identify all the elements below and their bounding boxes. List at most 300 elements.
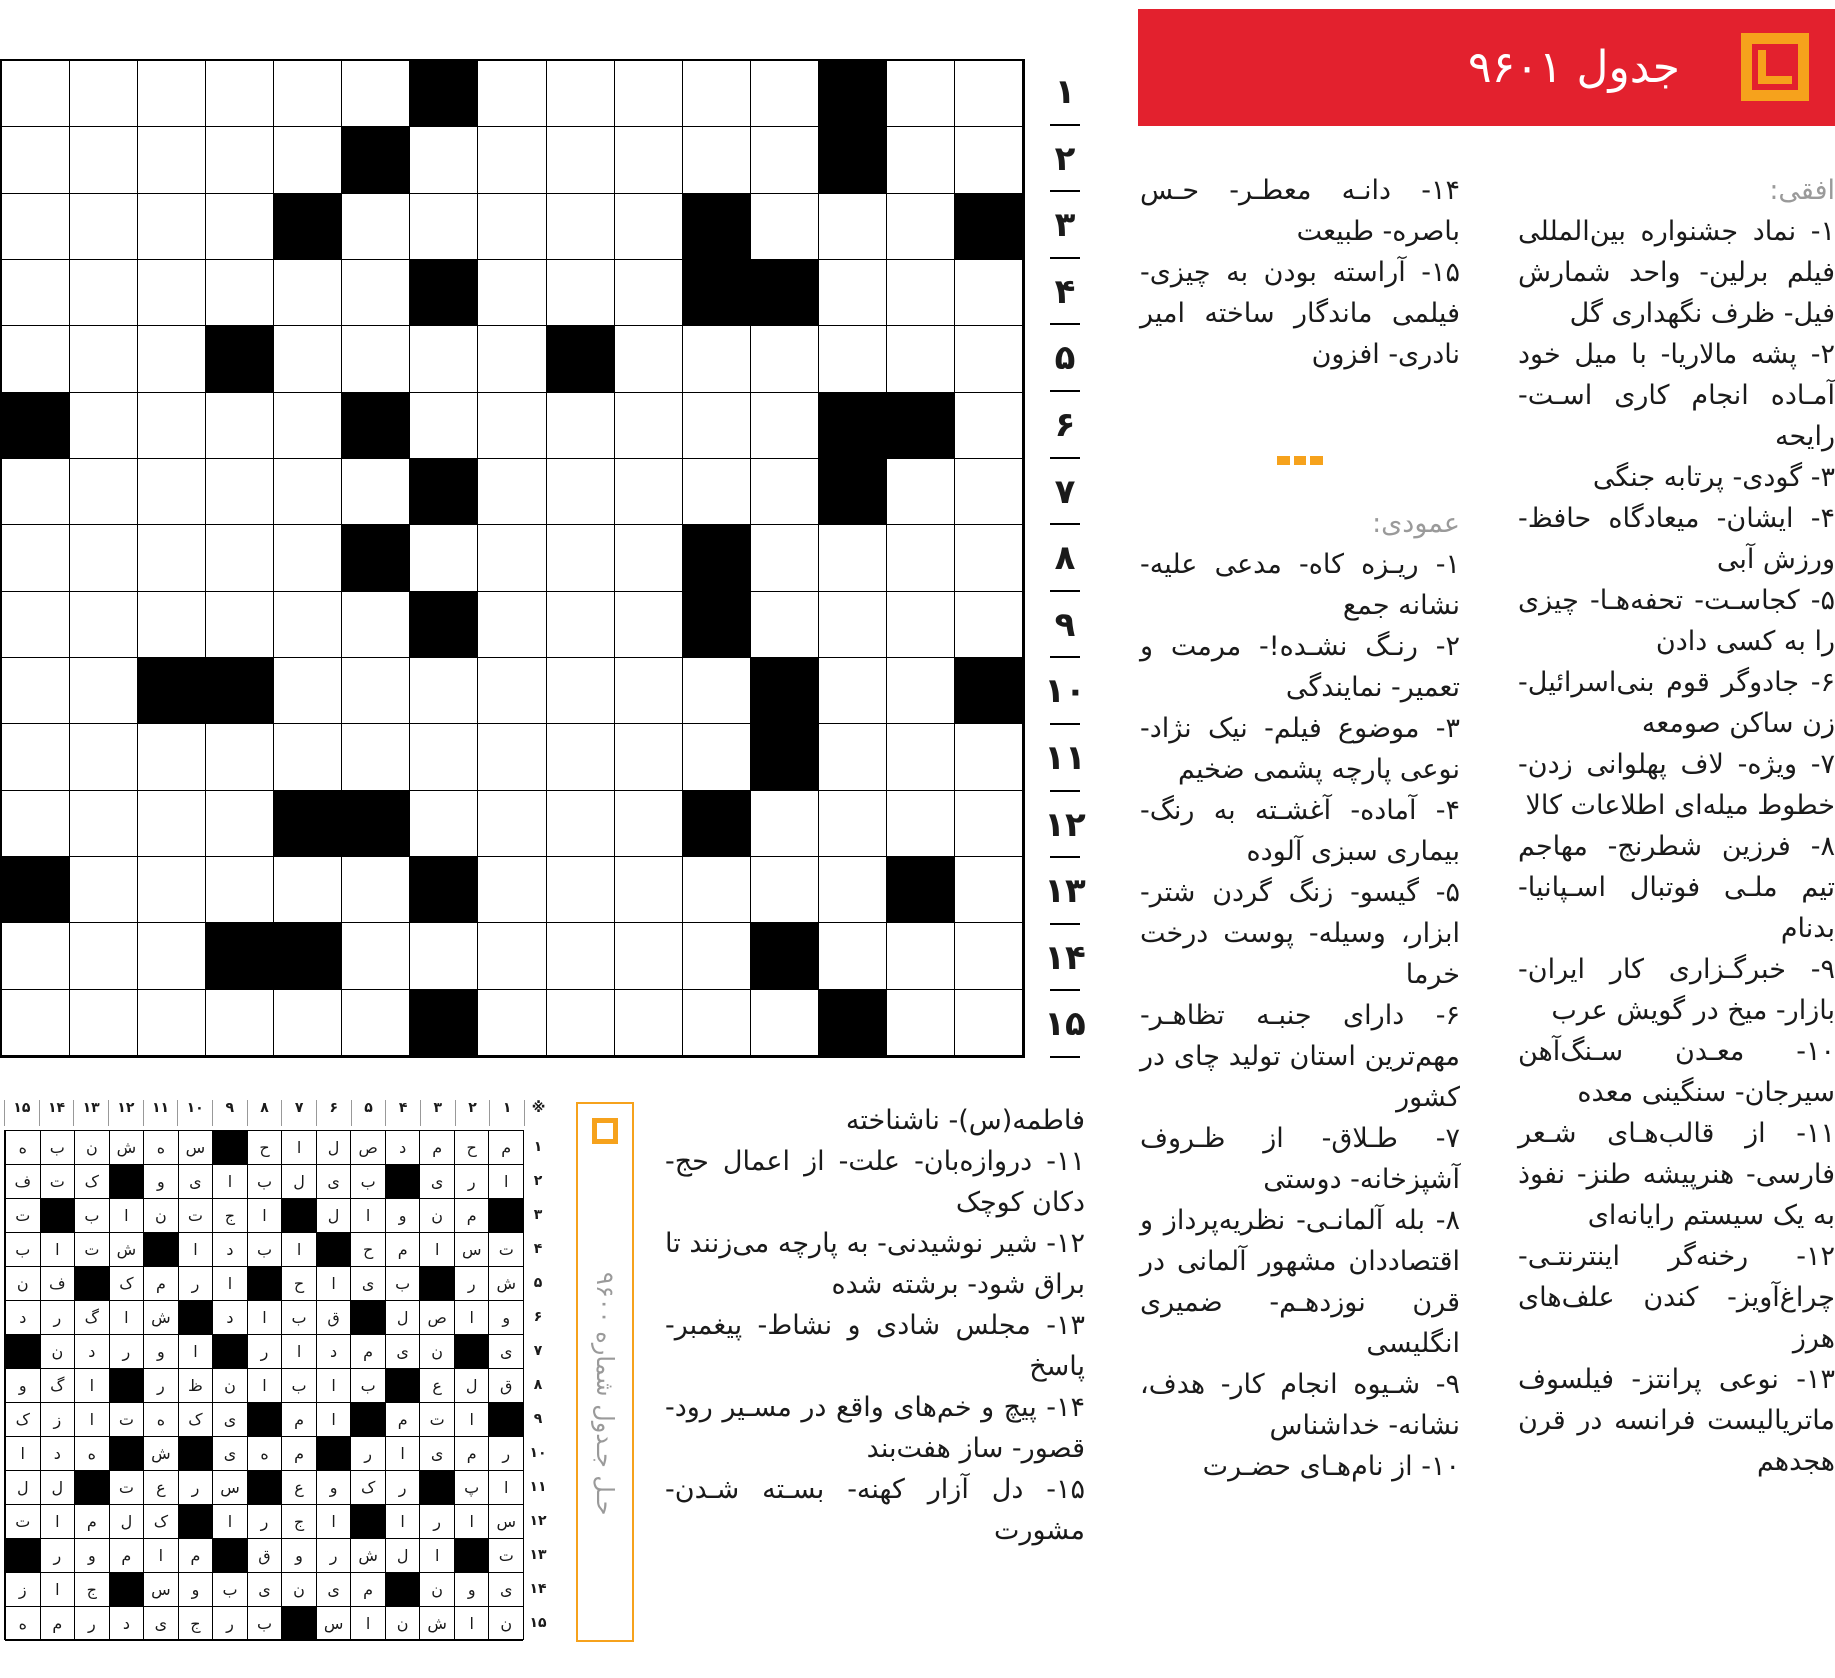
- grid-cell[interactable]: [274, 724, 342, 790]
- grid-cell[interactable]: [615, 459, 683, 525]
- grid-cell[interactable]: [683, 658, 751, 724]
- clue-text: ۷- طـلاق- از ظـروف آشپزخانه- دوستی: [1140, 1123, 1460, 1195]
- grid-cell[interactable]: [547, 791, 615, 857]
- grid-cell[interactable]: [342, 923, 410, 989]
- grid-cell[interactable]: [410, 393, 478, 459]
- solution-letter: ا: [247, 1199, 282, 1233]
- grid-cell[interactable]: [887, 923, 955, 989]
- grid-cell[interactable]: [2, 525, 70, 591]
- solution-letter: ی: [419, 1437, 454, 1471]
- grid-cell[interactable]: [206, 791, 274, 857]
- grid-cell[interactable]: [138, 326, 206, 392]
- grid-cell[interactable]: [206, 459, 274, 525]
- grid-cell[interactable]: [478, 393, 546, 459]
- grid-cell[interactable]: [70, 127, 138, 193]
- grid-cell[interactable]: [478, 459, 546, 525]
- grid-cell[interactable]: [478, 923, 546, 989]
- grid-cell[interactable]: [138, 990, 206, 1056]
- grid-cell[interactable]: [819, 525, 887, 591]
- grid-cell[interactable]: [410, 724, 478, 790]
- grid-cell[interactable]: [478, 194, 546, 260]
- solution-letter: ر: [247, 1505, 282, 1539]
- grid-cell[interactable]: [274, 857, 342, 923]
- grid-cell[interactable]: [478, 61, 546, 127]
- grid-cell[interactable]: [478, 525, 546, 591]
- grid-cell[interactable]: [615, 724, 683, 790]
- grid-cell[interactable]: [751, 592, 819, 658]
- grid-cell[interactable]: [206, 127, 274, 193]
- solution-letter: ن: [212, 1369, 247, 1403]
- solution-row-labels: [524, 1130, 552, 1640]
- grid-cell[interactable]: [138, 127, 206, 193]
- grid-row-numbers: [1040, 59, 1090, 1058]
- solution-col-label: ۱۲: [108, 1100, 143, 1126]
- solution-row-label: ۴: [533, 1241, 543, 1257]
- solution-letter: م: [488, 1131, 523, 1165]
- grid-cell[interactable]: [955, 857, 1023, 923]
- grid-cell[interactable]: [138, 61, 206, 127]
- solution-grid: [4, 1130, 524, 1640]
- grid-cell[interactable]: [2, 923, 70, 989]
- grid-cell[interactable]: [138, 592, 206, 658]
- solution-letter: ا: [40, 1505, 75, 1539]
- clue-text: ۱۴- دانـه معطـر- حـس باصره- طبیعت: [1140, 175, 1460, 247]
- grid-cell[interactable]: [955, 326, 1023, 392]
- clue-text: ۵- گیسو- زنگ گردن شتر- ابزار، وسیله- پوست درخت خرما: [1140, 877, 1460, 990]
- solution-letter: ظ: [178, 1369, 213, 1403]
- grid-cell[interactable]: [819, 194, 887, 260]
- solution-letter: ق: [316, 1301, 351, 1335]
- solution-letter: ا: [316, 1369, 351, 1403]
- grid-cell[interactable]: [70, 194, 138, 260]
- clue-text: ۱۲- شیر نوشیدنی- به پارچه می‌زنند تا براق شود- برشته شده: [665, 1228, 1085, 1300]
- grid-cell[interactable]: [887, 194, 955, 260]
- grid-cell[interactable]: [342, 260, 410, 326]
- grid-cell[interactable]: [955, 592, 1023, 658]
- solution-letter: ز: [40, 1403, 75, 1437]
- grid-cell[interactable]: [615, 857, 683, 923]
- grid-cell[interactable]: [955, 393, 1023, 459]
- solution-letter: ن: [488, 1607, 523, 1641]
- grid-cell[interactable]: [70, 857, 138, 923]
- grid-cell[interactable]: [410, 525, 478, 591]
- grid-cell[interactable]: [70, 61, 138, 127]
- grid-cell[interactable]: [274, 260, 342, 326]
- grid-cell[interactable]: [547, 724, 615, 790]
- solution-letter: ب: [350, 1369, 385, 1403]
- solution-letter: ب: [385, 1267, 420, 1301]
- grid-cell[interactable]: [2, 658, 70, 724]
- solution-letter: ع: [143, 1471, 178, 1505]
- solution-col-label: ۵: [351, 1100, 386, 1126]
- solution-black-cell: [212, 1131, 247, 1165]
- grid-cell[interactable]: [478, 857, 546, 923]
- grid-cell[interactable]: [683, 127, 751, 193]
- grid-cell[interactable]: [274, 459, 342, 525]
- solution-letter: ک: [5, 1403, 40, 1437]
- solution-letter: ن: [40, 1335, 75, 1369]
- grid-cell[interactable]: [342, 724, 410, 790]
- solution-letter: ب: [247, 1607, 282, 1641]
- grid-cell[interactable]: [342, 592, 410, 658]
- grid-cell[interactable]: [2, 61, 70, 127]
- solution-letter: و: [143, 1165, 178, 1199]
- grid-cell[interactable]: [478, 791, 546, 857]
- grid-cell[interactable]: [683, 724, 751, 790]
- solution-letter: ک: [350, 1471, 385, 1505]
- grid-cell[interactable]: [955, 127, 1023, 193]
- solution-letter: ر: [143, 1369, 178, 1403]
- grid-cell[interactable]: [138, 525, 206, 591]
- grid-cell[interactable]: [547, 127, 615, 193]
- solution-letter: ر: [178, 1471, 213, 1505]
- grid-cell[interactable]: [615, 326, 683, 392]
- black-cell: [410, 857, 478, 923]
- grid-cell[interactable]: [819, 658, 887, 724]
- grid-cell[interactable]: [2, 127, 70, 193]
- grid-cell[interactable]: [615, 923, 683, 989]
- grid-cell[interactable]: [615, 194, 683, 260]
- grid-cell[interactable]: [342, 459, 410, 525]
- black-cell: [683, 194, 751, 260]
- grid-cell[interactable]: [70, 724, 138, 790]
- grid-cell[interactable]: [751, 61, 819, 127]
- solution-letter: ک: [178, 1403, 213, 1437]
- grid-cell[interactable]: [138, 459, 206, 525]
- grid-cell[interactable]: [2, 194, 70, 260]
- solution-letter: ت: [178, 1199, 213, 1233]
- grid-cell[interactable]: [547, 990, 615, 1056]
- solution-letter: م: [385, 1233, 420, 1267]
- solution-letter: ع: [281, 1471, 316, 1505]
- grid-cell[interactable]: [2, 990, 70, 1056]
- solution-black-cell: [178, 1301, 213, 1335]
- solution-letter: ا: [212, 1267, 247, 1301]
- grid-cell[interactable]: [819, 592, 887, 658]
- clue-text: ۸- بله آلمانـی- نظریه‌پرداز و اقتصاددان مشهور آلمانی در قرن نوزدهـم- ضمیری انگلیسی: [1140, 1205, 1460, 1359]
- black-cell: [887, 393, 955, 459]
- grid-cell[interactable]: [615, 525, 683, 591]
- solution-letter: ا: [212, 1505, 247, 1539]
- grid-cell[interactable]: [887, 592, 955, 658]
- grid-cell[interactable]: [274, 61, 342, 127]
- grid-cell[interactable]: [2, 592, 70, 658]
- solution-letter: ش: [109, 1233, 144, 1267]
- solution-letter: ن: [419, 1335, 454, 1369]
- grid-cell[interactable]: [955, 990, 1023, 1056]
- grid-cell[interactable]: [819, 724, 887, 790]
- grid-cell[interactable]: [547, 194, 615, 260]
- black-cell: [274, 923, 342, 989]
- solution-letter: ا: [454, 1505, 489, 1539]
- solution-letter: ا: [143, 1539, 178, 1573]
- solution-letter: ا: [247, 1301, 282, 1335]
- grid-cell[interactable]: [683, 61, 751, 127]
- solution-black-cell: [5, 1539, 40, 1573]
- solution-letter: ا: [212, 1165, 247, 1199]
- grid-cell[interactable]: [206, 990, 274, 1056]
- grid-cell[interactable]: [2, 260, 70, 326]
- solution-letter: د: [212, 1301, 247, 1335]
- grid-cell[interactable]: [70, 393, 138, 459]
- solution-letter: س: [316, 1607, 351, 1641]
- grid-cell[interactable]: [955, 791, 1023, 857]
- grid-cell[interactable]: [683, 857, 751, 923]
- grid-cell[interactable]: [274, 127, 342, 193]
- grid-cell[interactable]: [887, 525, 955, 591]
- solution-col-label: ۷: [281, 1100, 316, 1126]
- grid-cell[interactable]: [138, 260, 206, 326]
- solution-letter: ت: [5, 1199, 40, 1233]
- grid-cell[interactable]: [751, 459, 819, 525]
- solution-letter: و: [281, 1539, 316, 1573]
- solution-letter: ر: [454, 1165, 489, 1199]
- clue-text: ۱۵- آراسته بودن به چیزی- فیلمی ماندگار ساخته امیر نادری- افزون: [1140, 257, 1460, 370]
- grid-cell[interactable]: [615, 791, 683, 857]
- grid-cell[interactable]: [955, 724, 1023, 790]
- solution-letter: ر: [350, 1437, 385, 1471]
- vertical-clues: [1140, 503, 1460, 1487]
- grid-cell[interactable]: [206, 393, 274, 459]
- grid-cell[interactable]: [138, 791, 206, 857]
- grid-cell[interactable]: [478, 326, 546, 392]
- black-cell: [819, 393, 887, 459]
- solution-letter: ر: [385, 1471, 420, 1505]
- solution-col-label: ۴: [385, 1100, 420, 1126]
- grid-cell[interactable]: [2, 724, 70, 790]
- black-cell: [410, 459, 478, 525]
- grid-cell[interactable]: [683, 326, 751, 392]
- grid-cell[interactable]: [274, 393, 342, 459]
- grid-cell[interactable]: [751, 857, 819, 923]
- grid-cell[interactable]: [274, 658, 342, 724]
- grid-cell[interactable]: [410, 127, 478, 193]
- solution-letter: و: [74, 1539, 109, 1573]
- grid-cell[interactable]: [683, 990, 751, 1056]
- grid-cell[interactable]: [547, 658, 615, 724]
- grid-cell[interactable]: [70, 326, 138, 392]
- solution-letter: ه: [143, 1403, 178, 1437]
- solution-black-cell: [385, 1573, 420, 1607]
- grid-cell[interactable]: [138, 923, 206, 989]
- grid-cell[interactable]: [615, 260, 683, 326]
- grid-cell[interactable]: [751, 393, 819, 459]
- solution-letter: ا: [385, 1437, 420, 1471]
- black-cell: [955, 194, 1023, 260]
- grid-cell[interactable]: [206, 61, 274, 127]
- grid-cell[interactable]: [615, 127, 683, 193]
- grid-cell[interactable]: [138, 857, 206, 923]
- grid-cell[interactable]: [615, 61, 683, 127]
- grid-cell[interactable]: [138, 724, 206, 790]
- grid-cell[interactable]: [683, 393, 751, 459]
- grid-cell[interactable]: [342, 658, 410, 724]
- grid-cell[interactable]: [342, 61, 410, 127]
- grid-cell[interactable]: [547, 923, 615, 989]
- grid-cell[interactable]: [410, 791, 478, 857]
- solution-letter: ج: [212, 1199, 247, 1233]
- grid-cell[interactable]: [887, 260, 955, 326]
- grid-cell[interactable]: [410, 194, 478, 260]
- grid-cell[interactable]: [887, 459, 955, 525]
- clue-text: ۶- دارای جنبـه تظاهـر- مهم‌ترین استان تولید چای در کشور: [1140, 1000, 1460, 1113]
- grid-cell[interactable]: [410, 658, 478, 724]
- solution-letter: ر: [109, 1335, 144, 1369]
- solution-letter: س: [212, 1471, 247, 1505]
- grid-cell[interactable]: [70, 525, 138, 591]
- grid-cell[interactable]: [955, 260, 1023, 326]
- solution-letter: م: [350, 1573, 385, 1607]
- solution-letter: و: [316, 1471, 351, 1505]
- grid-cell[interactable]: [751, 791, 819, 857]
- clue-text: فاطمه(س)- ناشناخته: [845, 1105, 1085, 1136]
- solution-letter: ا: [488, 1471, 523, 1505]
- clue-text: ۲- پشه مالاریا- با میل خود آمـاده انجام کاری اسـت- رایحه: [1518, 339, 1835, 452]
- grid-cell[interactable]: [410, 923, 478, 989]
- grid-cell[interactable]: [751, 990, 819, 1056]
- grid-cell[interactable]: [478, 658, 546, 724]
- grid-cell[interactable]: [887, 791, 955, 857]
- grid-cell[interactable]: [615, 990, 683, 1056]
- grid-cell[interactable]: [70, 990, 138, 1056]
- grid-cell[interactable]: [955, 923, 1023, 989]
- grid-cell[interactable]: [819, 857, 887, 923]
- solution-letter: ی: [143, 1607, 178, 1641]
- solution-letter: ت: [109, 1403, 144, 1437]
- grid-cell[interactable]: [819, 923, 887, 989]
- grid-cell[interactable]: [478, 990, 546, 1056]
- grid-cell[interactable]: [206, 724, 274, 790]
- solution-letter: ب: [212, 1573, 247, 1607]
- black-cell: [410, 61, 478, 127]
- clue-text: ۹- خبرگـزاری کار ایران- بازار- میخ در گویش عرب: [1518, 954, 1835, 1026]
- solution-letter: و: [454, 1573, 489, 1607]
- grid-cell[interactable]: [70, 791, 138, 857]
- grid-cell[interactable]: [342, 194, 410, 260]
- grid-cell[interactable]: [887, 127, 955, 193]
- grid-cell[interactable]: [955, 525, 1023, 591]
- solution-letter: ا: [350, 1199, 385, 1233]
- grid-cell[interactable]: [887, 658, 955, 724]
- grid-cell[interactable]: [206, 194, 274, 260]
- solution-letter: ل: [40, 1471, 75, 1505]
- grid-cell[interactable]: [342, 326, 410, 392]
- grid-cell[interactable]: [615, 592, 683, 658]
- solution-letter: ه: [74, 1437, 109, 1471]
- grid-cell[interactable]: [615, 393, 683, 459]
- solution-letter: م: [74, 1505, 109, 1539]
- solution-letter: و: [385, 1199, 420, 1233]
- grid-cell[interactable]: [547, 393, 615, 459]
- grid-cell[interactable]: [70, 260, 138, 326]
- solution-letter: ا: [350, 1607, 385, 1641]
- solution-black-cell: [40, 1199, 75, 1233]
- grid-cell[interactable]: [274, 525, 342, 591]
- grid-cell[interactable]: [547, 525, 615, 591]
- grid-cell[interactable]: [547, 260, 615, 326]
- grid-cell[interactable]: [2, 459, 70, 525]
- grid-cell[interactable]: [70, 459, 138, 525]
- black-cell: [342, 127, 410, 193]
- grid-cell[interactable]: [70, 592, 138, 658]
- vertical-clues-continued: [665, 1100, 1085, 1551]
- grid-cell[interactable]: [751, 326, 819, 392]
- grid-cell[interactable]: [615, 658, 683, 724]
- grid-cell[interactable]: [206, 260, 274, 326]
- grid-cell[interactable]: [547, 857, 615, 923]
- solution-letter: ب: [281, 1369, 316, 1403]
- solution-row-label: ۳: [533, 1207, 543, 1223]
- grid-cell[interactable]: [887, 326, 955, 392]
- grid-cell[interactable]: [70, 658, 138, 724]
- solution-letter: ا: [316, 1403, 351, 1437]
- grid-cell[interactable]: [887, 990, 955, 1056]
- grid-cell[interactable]: [274, 326, 342, 392]
- clue-text: ۱۱- از قالب‌هـای شـعر فارسی- هنرپیشه طنز- نفوذ به یک سیستم رایانه‌ای: [1518, 1118, 1835, 1231]
- solution-letter: س: [178, 1131, 213, 1165]
- grid-cell[interactable]: [478, 724, 546, 790]
- solution-black-cell: [74, 1471, 109, 1505]
- solution-letter: م: [454, 1199, 489, 1233]
- grid-cell[interactable]: [547, 61, 615, 127]
- clue-text: ۱- نماد جشنواره بین‌المللی فیلم برلین- واحد شمارش فیل- ظرف نگهداری گل: [1518, 216, 1835, 329]
- grid-cell[interactable]: [478, 592, 546, 658]
- solution-black-cell: [247, 1471, 282, 1505]
- grid-cell[interactable]: [683, 923, 751, 989]
- grid-cell[interactable]: [274, 990, 342, 1056]
- grid-cell[interactable]: [547, 592, 615, 658]
- grid-cell[interactable]: [887, 61, 955, 127]
- grid-cell[interactable]: [819, 791, 887, 857]
- black-cell: [751, 260, 819, 326]
- solution-letter: ی: [316, 1165, 351, 1199]
- grid-cell[interactable]: [683, 459, 751, 525]
- grid-cell[interactable]: [342, 990, 410, 1056]
- grid-cell[interactable]: [751, 194, 819, 260]
- solution-letter: م: [143, 1267, 178, 1301]
- black-cell: [410, 990, 478, 1056]
- solution-col-label: ۲: [455, 1100, 490, 1126]
- solution-black-cell: [178, 1505, 213, 1539]
- grid-cell[interactable]: [206, 525, 274, 591]
- grid-cell[interactable]: [751, 127, 819, 193]
- grid-cell[interactable]: [138, 194, 206, 260]
- grid-cell[interactable]: [751, 525, 819, 591]
- black-cell: [274, 194, 342, 260]
- grid-cell[interactable]: [70, 923, 138, 989]
- grid-cell[interactable]: [410, 326, 478, 392]
- row-number: ۱۰: [1040, 658, 1090, 725]
- grid-cell[interactable]: [206, 857, 274, 923]
- solution-letter: ک: [143, 1505, 178, 1539]
- grid-cell[interactable]: [819, 260, 887, 326]
- grid-cell[interactable]: [138, 393, 206, 459]
- grid-cell[interactable]: [547, 459, 615, 525]
- grid-cell[interactable]: [342, 857, 410, 923]
- grid-cell[interactable]: [478, 260, 546, 326]
- grid-cell[interactable]: [274, 592, 342, 658]
- solution-letter: و: [143, 1335, 178, 1369]
- grid-cell[interactable]: [819, 326, 887, 392]
- grid-cell[interactable]: [955, 61, 1023, 127]
- grid-cell[interactable]: [955, 459, 1023, 525]
- solution-black-cell: [385, 1165, 420, 1199]
- grid-cell[interactable]: [887, 724, 955, 790]
- grid-cell[interactable]: [2, 791, 70, 857]
- grid-cell[interactable]: [478, 127, 546, 193]
- grid-cell[interactable]: [206, 592, 274, 658]
- grid-cell[interactable]: [2, 326, 70, 392]
